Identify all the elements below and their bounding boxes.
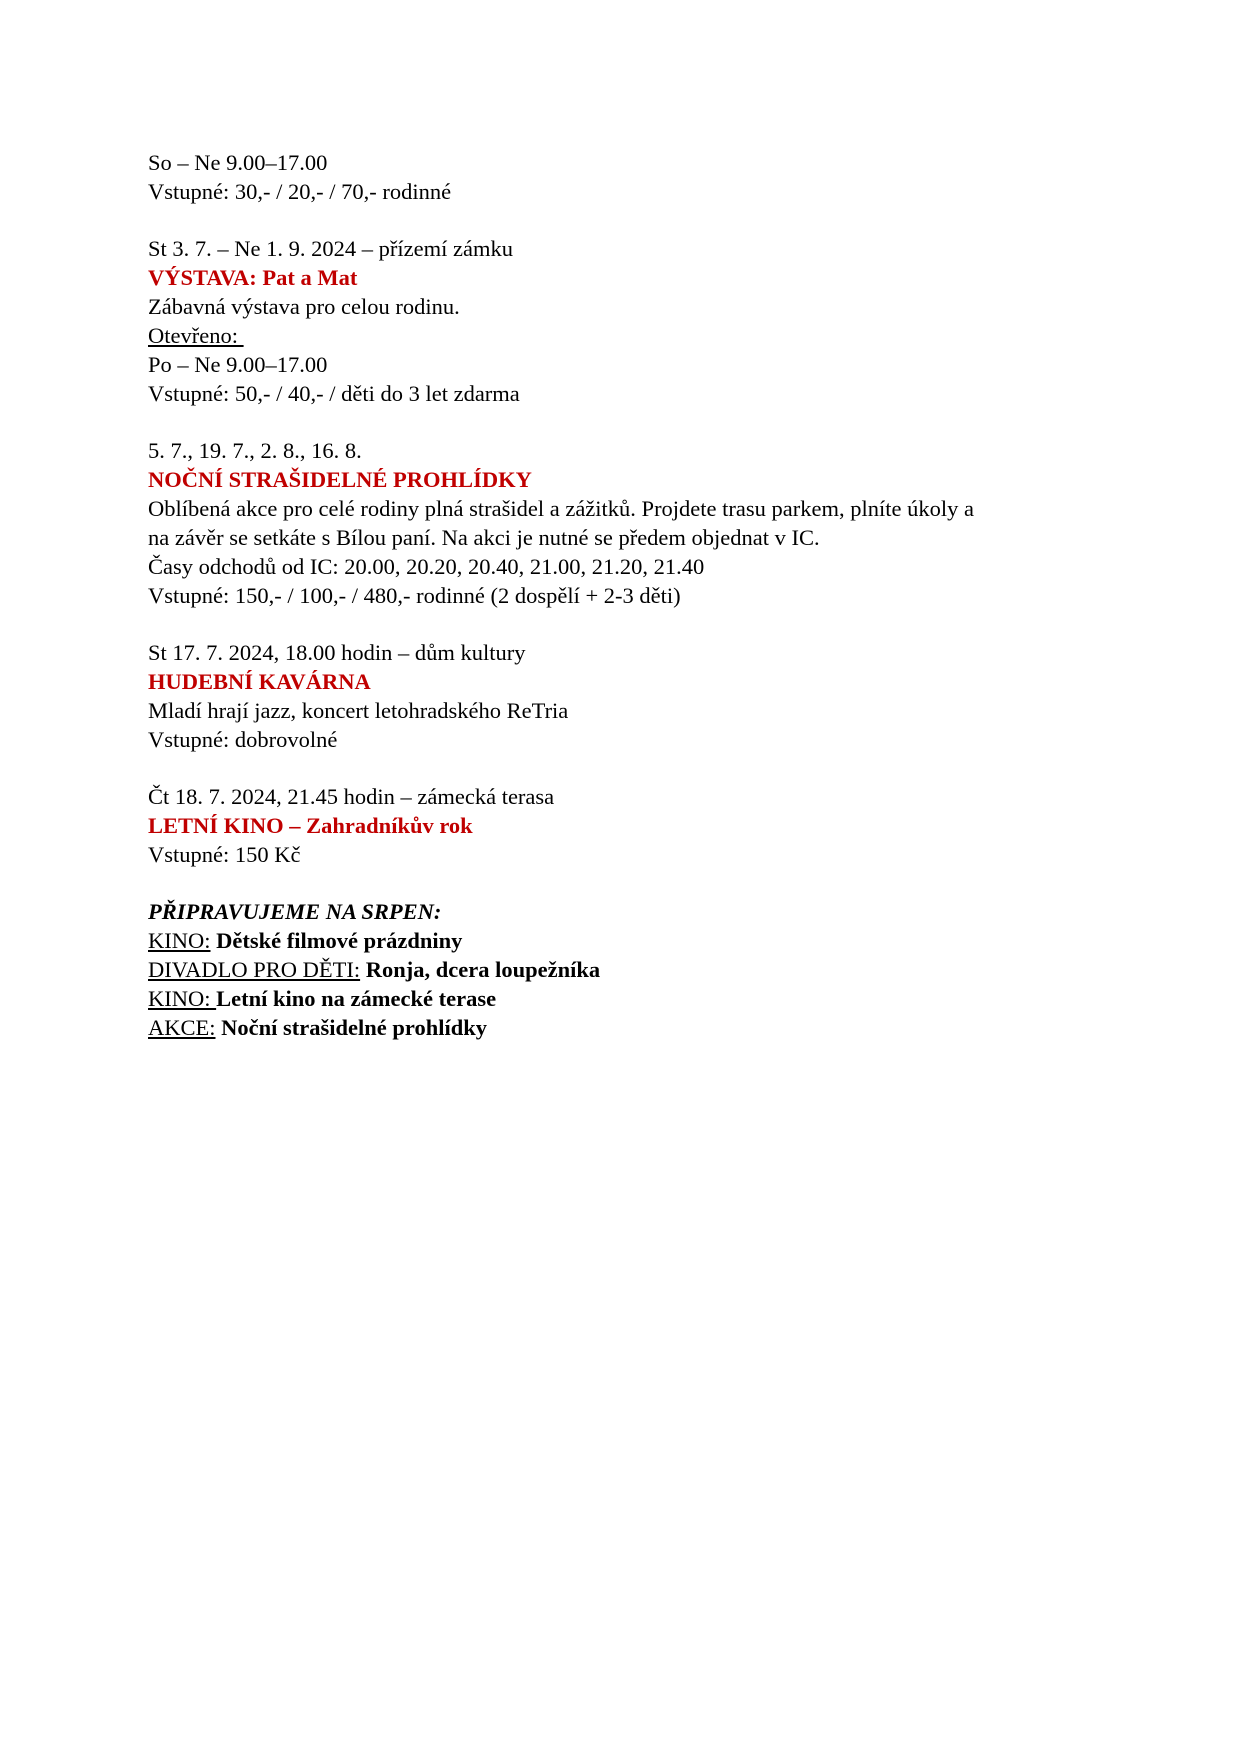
upcoming-item-label: KINO:	[148, 928, 211, 953]
spacer	[148, 206, 1098, 234]
upcoming-item-text: Letní kino na zámecké terase	[216, 986, 497, 1011]
event-night-tours	[148, 436, 1098, 610]
event-title: LETNÍ KINO – Zahradníkův rok	[148, 813, 473, 838]
opening-hours: So – Ne 9.00–17.00	[148, 150, 328, 175]
event-description: Oblíbená akce pro celé rodiny plná strašidel a zážitků. Projdete trasu parkem, plníte úkoly a	[148, 496, 974, 521]
open-label: Otevřeno:	[148, 323, 244, 348]
event-description: Mladí hrají jazz, koncert letohradského ReTria	[148, 698, 569, 723]
upcoming-item-label: KINO:	[148, 986, 217, 1011]
upcoming-item	[148, 955, 1098, 984]
spacer	[148, 408, 1098, 436]
upcoming-item-text: Dětské filmové prázdniny	[210, 928, 463, 953]
upcoming-item-label: DIVADLO PRO DĚTI:	[148, 957, 361, 982]
event-date: Čt 18. 7. 2024, 21.45 hodin – zámecká terasa	[148, 784, 555, 809]
event-exhibition	[148, 234, 1098, 408]
event-date: St 17. 7. 2024, 18.00 hodin – dům kultury	[148, 640, 526, 665]
event-description: Zábavná výstava pro celou rodinu.	[148, 294, 460, 319]
event-summer-cinema	[148, 782, 1098, 869]
admission-fee: Vstupné: 150,- / 100,- / 480,- rodinné (2 dospělí + 2-3 děti)	[148, 583, 681, 608]
spacer	[148, 754, 1098, 782]
upcoming-item	[148, 926, 1098, 955]
event-date: 5. 7., 19. 7., 2. 8., 16. 8.	[148, 438, 362, 463]
opening-hours: Po – Ne 9.00–17.00	[148, 352, 328, 377]
upcoming-item-text: Noční strašidelné prohlídky	[215, 1015, 488, 1040]
spacer	[148, 610, 1098, 638]
event-block-continuation	[148, 148, 1098, 206]
event-description: na závěr se setkáte s Bílou paní. Na akci je nutné se předem objednat v IC.	[148, 525, 820, 550]
upcoming-item-text: Ronja, dcera loupežníka	[360, 957, 601, 982]
upcoming-heading: PŘIPRAVUJEME NA SRPEN:	[148, 899, 442, 924]
event-title: NOČNÍ STRAŠIDELNÉ PROHLÍDKY	[148, 467, 532, 492]
departure-times: Časy odchodů od IC: 20.00, 20.20, 20.40, 21.00, 21.20, 21.40	[148, 554, 705, 579]
upcoming-item	[148, 1013, 1098, 1042]
spacer	[148, 869, 1098, 897]
document-page	[148, 148, 1098, 1042]
upcoming-section	[148, 897, 1098, 1042]
event-title: HUDEBNÍ KAVÁRNA	[148, 669, 371, 694]
admission-fee: Vstupné: 150 Kč	[148, 842, 301, 867]
admission-fee: Vstupné: dobrovolné	[148, 727, 338, 752]
upcoming-item	[148, 984, 1098, 1013]
event-title: VÝSTAVA: Pat a Mat	[148, 265, 358, 290]
admission-fee: Vstupné: 30,- / 20,- / 70,- rodinné	[148, 179, 452, 204]
admission-fee: Vstupné: 50,- / 40,- / děti do 3 let zdarma	[148, 381, 520, 406]
event-date: St 3. 7. – Ne 1. 9. 2024 – přízemí zámku	[148, 236, 513, 261]
upcoming-item-label: AKCE:	[148, 1015, 216, 1040]
event-music-cafe	[148, 638, 1098, 754]
